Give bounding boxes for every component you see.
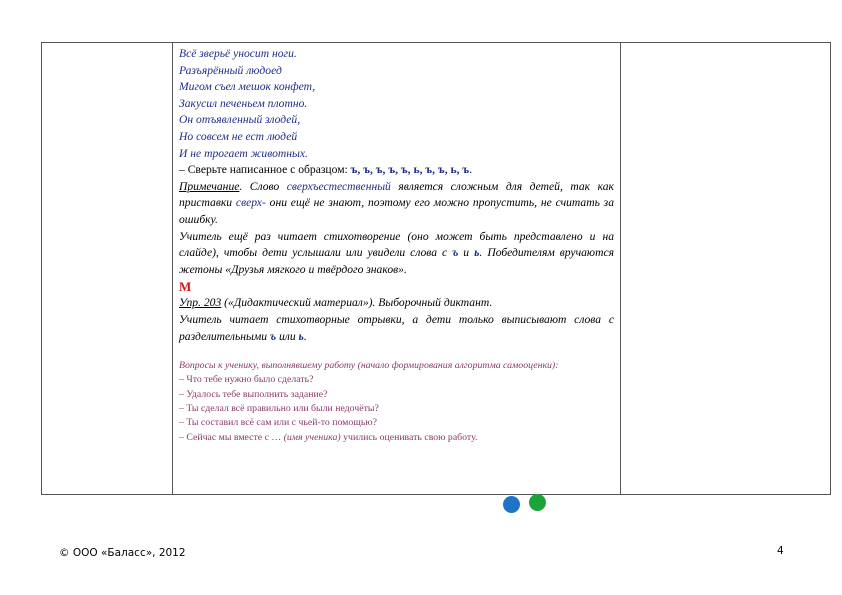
question-item: – Удалось тебе выполнить задание? [179,388,328,400]
content-column [173,43,620,494]
lesson-table [41,42,831,495]
poem-line: И не трогает животных. [179,146,308,160]
poem-line: Но совсем не ест людей [179,129,298,143]
left-column [42,43,173,494]
poem-line: Он отъявленный злодей, [179,113,301,127]
poem-line: Разъярённый людоед [179,63,282,77]
note-paragraph: Примечание. Слово сверхъестественный является сложным для детей, так как приставки сверх- они ещё не знают, поэтому его можно пропустить, не считать за ошибку. [179,179,615,226]
exercise-line: Упр. 203 («Дидактический материал»). Выборочный диктант. [179,296,493,310]
green-circle-icon [529,494,546,511]
blue-circle-icon [503,496,520,513]
question-item: – Ты составил всё сам или с чьей-то помощью? [179,417,377,429]
exercise-label: Упр. 203 [179,296,222,310]
question-item: – Что тебе нужно было сделать? [179,374,314,386]
teacher-paragraph: Учитель ещё раз читает стихотворение (оно может быть представлено и на слайде), чтобы дети услышали или увидели слова с ъ и ь. Победителям вручаются жетоны «Друзья мягкого и твёрдого знаков». [179,229,614,276]
questions-heading: Вопросы к ученику, выполнявшему работу (начало формирования алгоритма самооценки): [179,360,559,372]
question-item-last: – Сейчас мы вместе с … (имя ученика) учились оценивать свою работу. [179,431,478,443]
page-number: 4 [777,545,784,557]
questions-block [179,359,614,445]
right-column [620,43,831,494]
footer-copyright: © ООО «Баласс», 2012 [59,547,186,559]
poem [179,46,614,162]
poem-line: Мигом съел мешок конфет, [179,80,316,94]
compare-line: – Сверьте написанное с образцом: ъ, ъ, ъ, ъ, ъ, ь, ъ, ъ, ь, ъ. [179,163,473,177]
note-label: Примечание [179,179,240,193]
poem-line: Закусил печеньем плотно. [179,96,308,110]
question-item: – Ты сделал всё правильно или были недочёты? [179,402,379,414]
letter-pattern: ъ, ъ, ъ, ъ, ъ, ь, ъ, ъ, ь, ъ [350,163,470,177]
marker-letter: М [179,279,192,295]
teacher-paragraph-2: Учитель читает стихотворные отрывки, а дети только выписывают слова с разделительными ъ или ь. [179,312,614,343]
poem-line: Всё зверьё уносит ноги. [179,47,297,60]
